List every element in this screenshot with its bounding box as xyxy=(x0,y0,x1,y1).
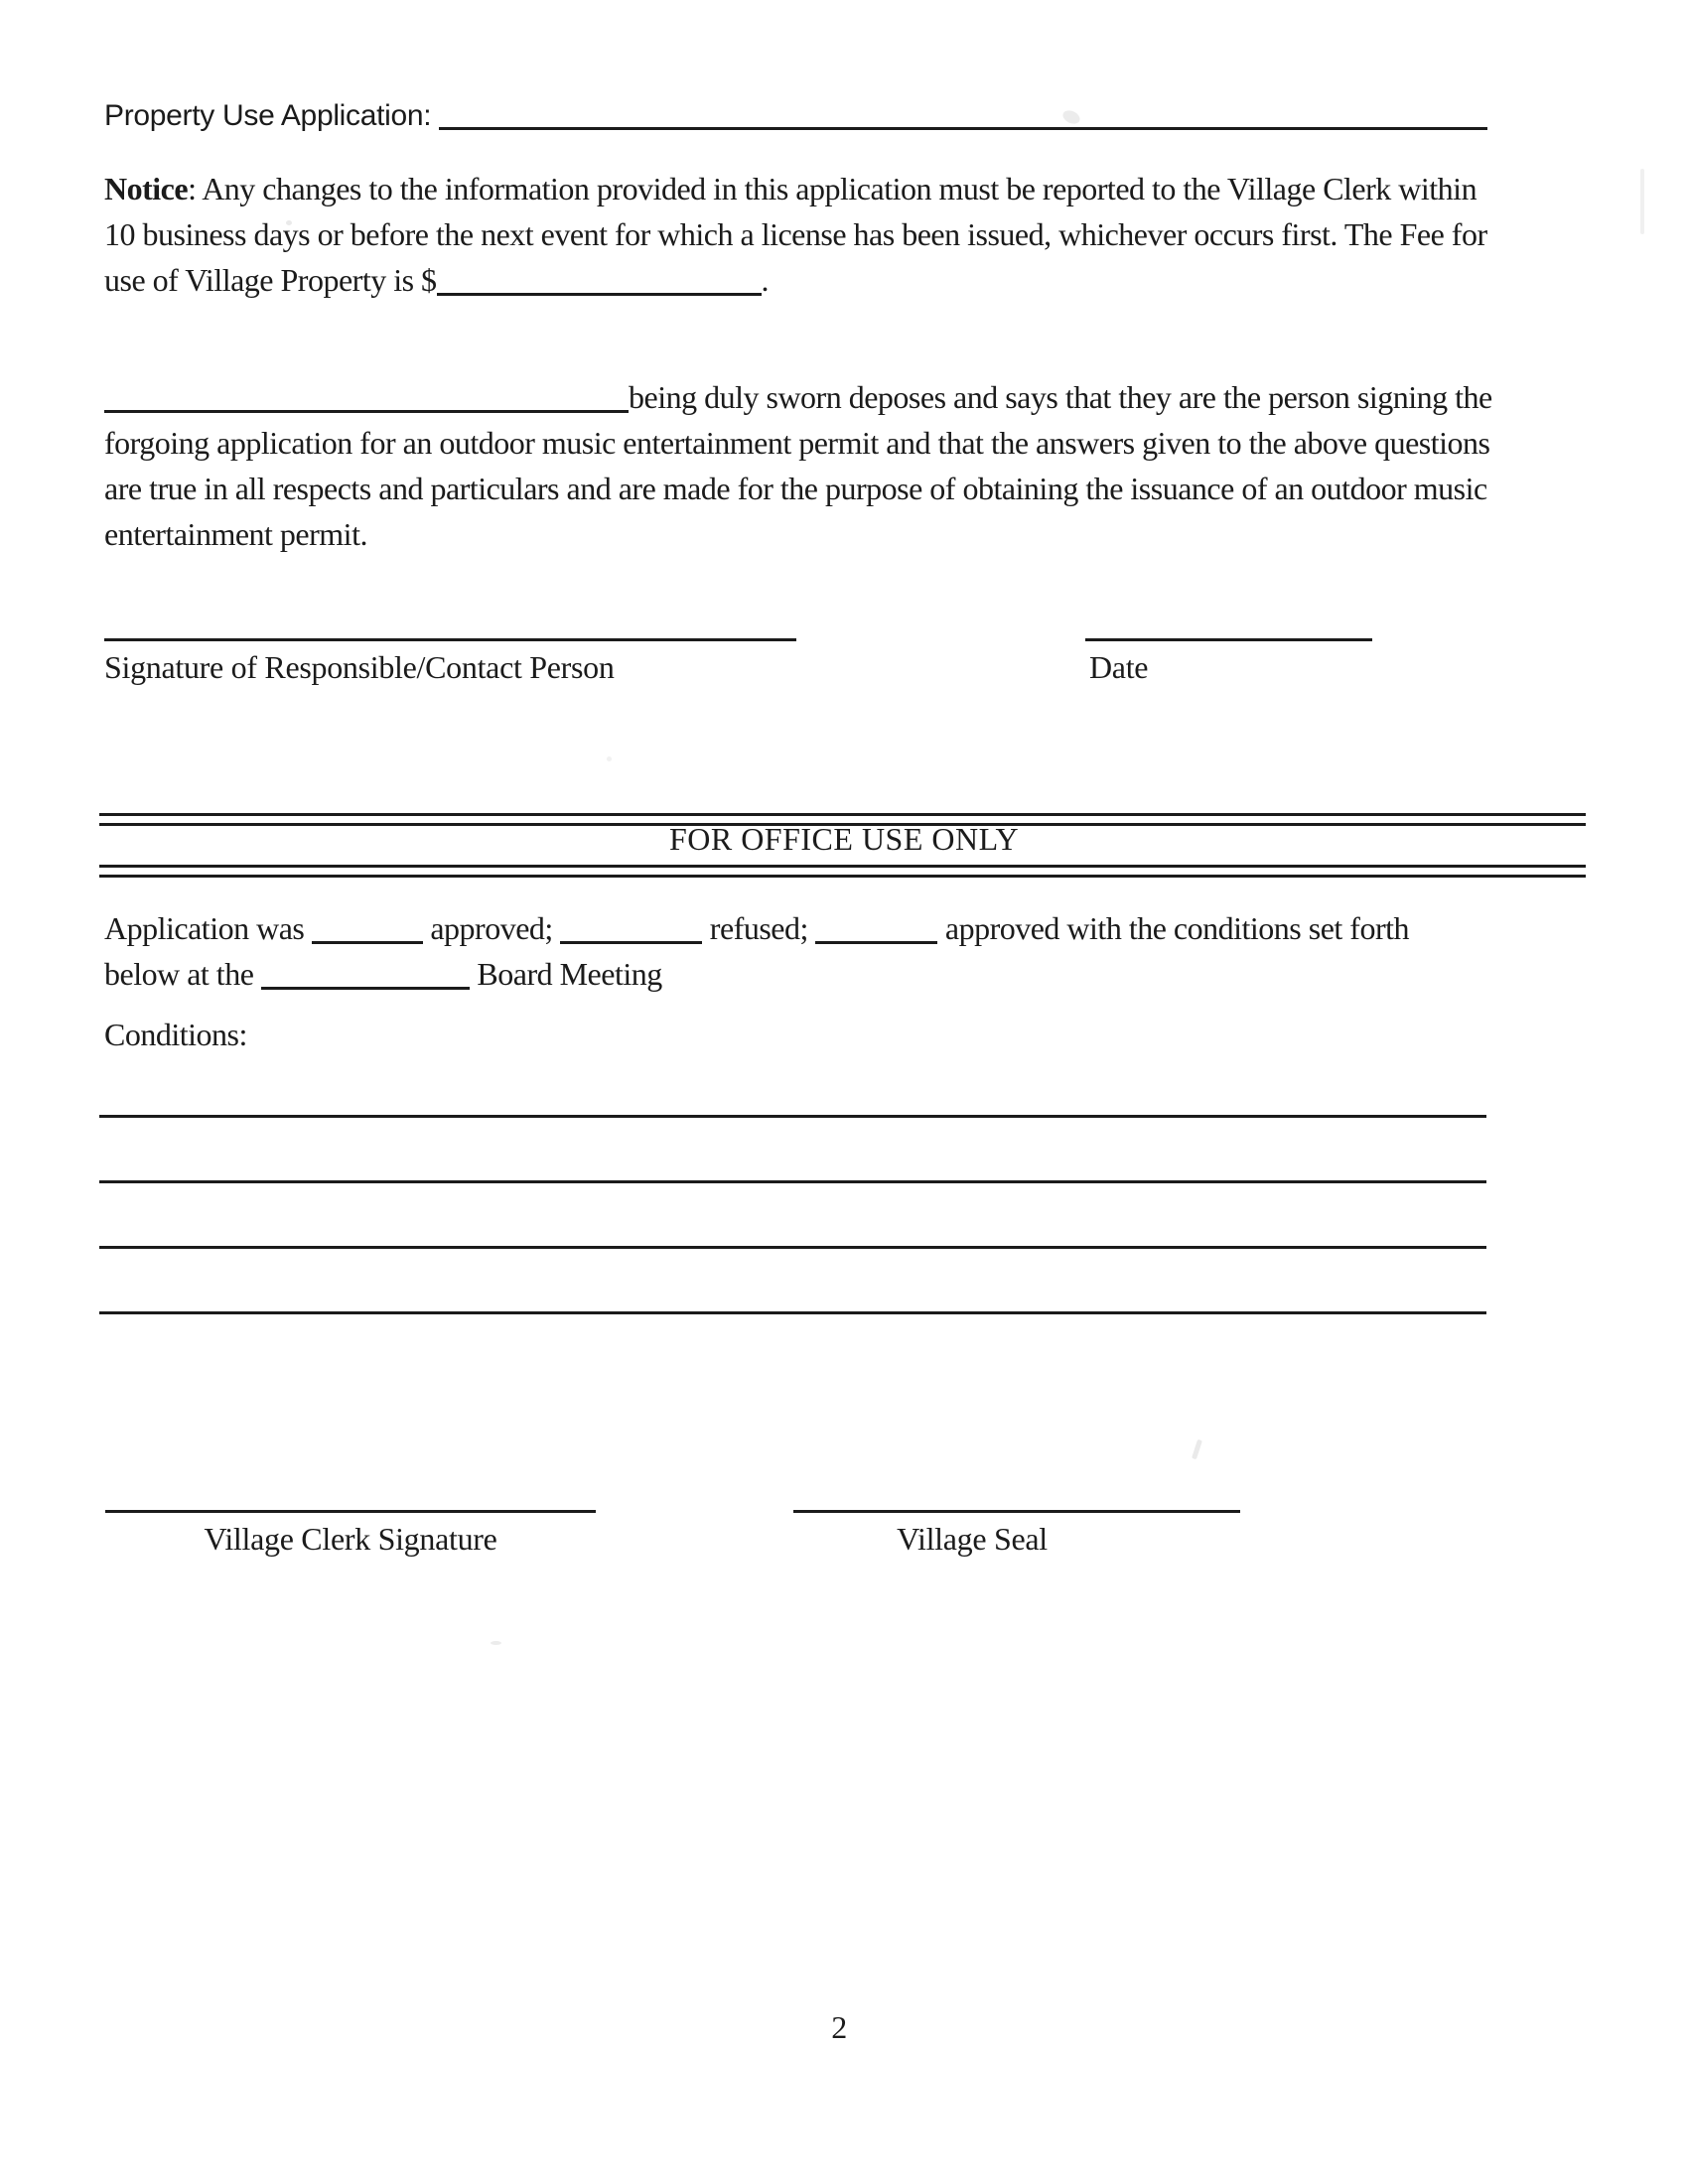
fee-amount-blank xyxy=(437,289,762,296)
office-section-title: FOR OFFICE USE ONLY xyxy=(668,821,1020,857)
notice-line-2: 10 business days or before the next event for which a license has been issued, whichever occurs first. The Fee for xyxy=(104,216,1487,252)
affidavit-line-3: are true in all respects and particulars and are made for the purpose of obtaining the issuance of an outdoor music xyxy=(104,471,1487,506)
village-seal-label: Village Seal xyxy=(897,1521,1048,1557)
approved-blank xyxy=(312,937,423,944)
signature-line xyxy=(104,638,796,641)
conditions-line-4 xyxy=(99,1311,1486,1314)
affidavit-line-1: being duly sworn deposes and says that they are the person signing the xyxy=(104,374,1492,420)
scan-artifact xyxy=(491,1641,501,1645)
notice-lead: Notice xyxy=(104,171,189,206)
scan-artifact xyxy=(1192,1439,1202,1460)
conditions-line-1 xyxy=(99,1115,1486,1118)
scan-artifact xyxy=(286,220,292,225)
notice-line-1: Notice: Any changes to the information provided in this application must be reported to the Village Clerk within xyxy=(104,171,1477,206)
scan-artifact xyxy=(1640,169,1644,234)
office-section-bottom-rule xyxy=(99,865,1586,878)
notice-line-3: use of Village Property is $ . xyxy=(104,262,770,298)
board-meeting-date-blank xyxy=(261,983,470,990)
conditions-line-3 xyxy=(99,1246,1486,1249)
date-label: Date xyxy=(1089,649,1149,685)
clerk-signature-label: Village Clerk Signature xyxy=(204,1521,497,1557)
approved-with-conditions-blank xyxy=(815,937,937,944)
conditions-line-2 xyxy=(99,1180,1486,1183)
property-use-type-blank xyxy=(439,123,1487,130)
refused-blank xyxy=(560,937,702,944)
approval-line-1: Application was approved; refused; approved with the conditions set forth xyxy=(104,910,1409,946)
approval-line-2: below at the Board Meeting xyxy=(104,956,662,992)
scan-artifact xyxy=(607,756,612,761)
conditions-label: Conditions: xyxy=(104,1017,247,1052)
signature-label: Signature of Responsible/Contact Person xyxy=(104,649,615,685)
affidavit-paragraph xyxy=(104,374,1492,557)
form-header-label: Property Use Application: xyxy=(104,99,432,132)
date-line xyxy=(1085,638,1372,641)
form-header xyxy=(104,96,1487,136)
applicant-name-blank xyxy=(104,406,629,413)
clerk-signature-line xyxy=(105,1510,596,1513)
approval-paragraph xyxy=(104,905,1409,997)
village-seal-line xyxy=(793,1510,1240,1513)
affidavit-line-2: forgoing application for an outdoor music entertainment permit and that the answers given to the above questions xyxy=(104,425,1490,461)
affidavit-line-4: entertainment permit. xyxy=(104,516,367,552)
notice-paragraph xyxy=(104,166,1487,303)
page-number: 2 xyxy=(831,2009,847,2045)
